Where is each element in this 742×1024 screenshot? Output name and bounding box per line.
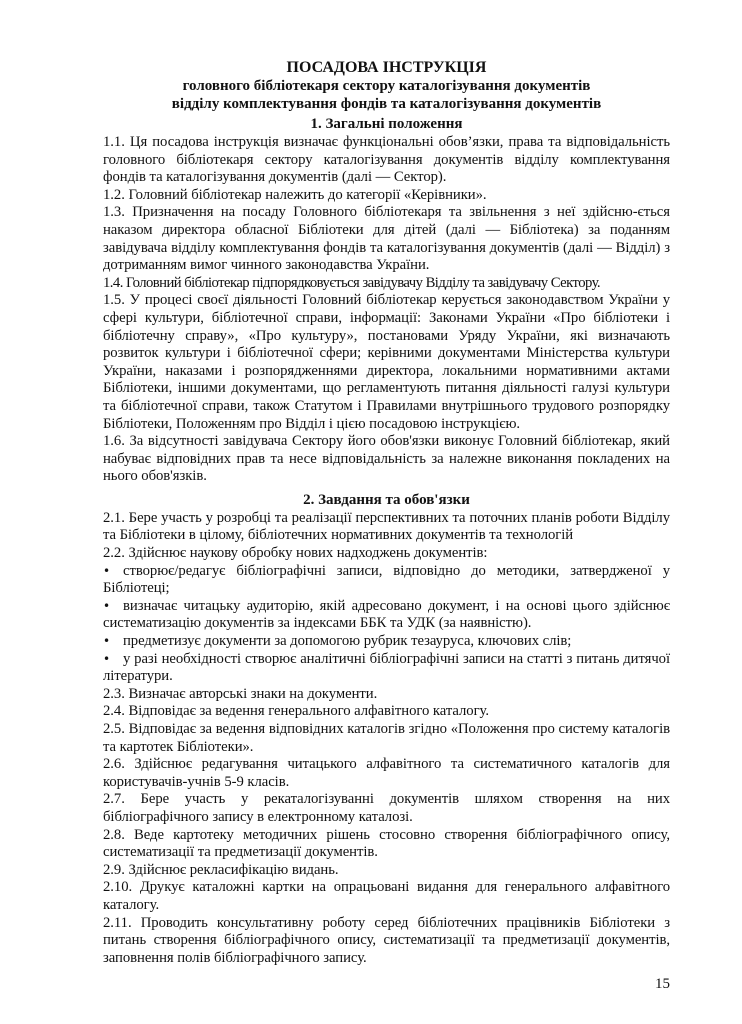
paragraph-2-8: 2.8. Веде картотеку методичних рішень стосовно створення бібліографічного опису, систематизації та предметизації документів.: [103, 826, 670, 861]
document-subtitle-line2: відділу комплектування фондів та каталогізування документів: [171, 96, 602, 112]
paragraph-2-10: 2.10. Друкує каталожні картки на опрацьовані видання для генерального алфавітного каталогу.: [103, 879, 670, 913]
paragraph-1-3: 1.3. Призначення на посаду Головного бібліотекаря та звільнення з неї здійсню-ється наказом директора обласної Бібліотеки для дітей (далі — Бібліотека) за поданням завідувача відділу комплектування фондів та каталогізування документів (далі — Відділ) з дотриманням вимог чинного законодавства України.: [103, 204, 670, 274]
bullet-icon: [103, 633, 123, 651]
document-title: ПОСАДОВА ІНСТРУКЦІЯ: [286, 59, 487, 76]
list-item: [103, 563, 670, 598]
bullet-icon: [103, 651, 123, 669]
paragraph-2-2: 2.2. Здійснює наукову обробку нових надходжень документів:: [103, 545, 488, 562]
section-heading-tasks: 2. Завдання та обов'язки: [303, 491, 470, 508]
list-item-text: визначає читацьку аудиторію, якій адресовано документ, і на основі цього здійснює систематизацію документів за індексами ББК та УДК (за наявністю).: [103, 597, 670, 632]
bullet-icon: [103, 598, 123, 616]
paragraph-1-6: 1.6. За відсутності завідувача Сектору його обов'язки виконує Головний бібліотекар, який набуває відповідних прав та несе відповідальність за належне виконання покладених на нього обов'язків.: [103, 433, 670, 485]
paragraph-2-7: 2.7. Бере участь у рекаталогізуванні документів шляхом створення на них бібліографічного запису в електронному каталозі.: [103, 791, 670, 825]
list-item: [103, 651, 670, 686]
paragraph-2-9: 2.9. Здійснює рекласифікацію видань.: [103, 861, 339, 878]
list-item: [103, 633, 670, 651]
paragraph-2-5: 2.5. Відповідає за ведення відповідних каталогів згідно «Положення про систему каталогів та картотек Бібліотеки».: [103, 721, 670, 755]
paragraph-2-6: 2.6. Здійснює редагування читацького алфавітного та систематичного каталогів для користувачів-учнів 5-9 класів.: [103, 756, 670, 790]
paragraph-1-5: 1.5. У процесі своєї діяльності Головний бібліотекар керується законодавством України у сфері культури, бібліотечної справи, інформації: Законами України «Про бібліотеки і бібліотечну справу», «Про культуру», постановами Уряду України, які визначають розвиток культури і бібліотечної сфери; керівними документами Міністерства культури України, наказами і розпорядженнями директора, локальними нормативними актами Бібліотеки, іншими документами, що регламентують питання діяльності галузі культури та бібліотечної справи, також Статутом і Правилами внутрішнього трудового розпорядку Бібліотеки, Положенням про Відділ і цією посадовою інструкцією.: [103, 292, 670, 432]
list-item: [103, 598, 670, 633]
paragraph-2-1: 2.1. Бере участь у розробці та реалізації перспективних та поточних планів роботи Відділу та Бібліотеки в цілому, бібліотечних нормативних документів та технологій: [103, 509, 670, 544]
page-number: 15: [655, 976, 670, 992]
paragraph-1-1: 1.1. Ця посадова інструкція визначає функціональні обов’язки, права та відповідальність головного бібліотекаря сектору каталогізування документів відділу комплектування фондів та каталогізування документів (далі — Сектор).: [103, 134, 670, 186]
paragraph-2-4: 2.4. Відповідає за ведення генерального алфавітного каталогу.: [103, 703, 489, 720]
paragraph-2-3: 2.3. Визначає авторські знаки на документи.: [103, 685, 378, 702]
list-item-text: у разі необхідності створює аналітичні бібліографічні записи на статті з питань дитячої літератури.: [103, 650, 670, 685]
paragraph-2-11: 2.11. Проводить консультативну роботу серед бібліотечних працівників Бібліотеки з питань створення бібліографічного опису, систематизації та предметизації документів, заповнення полів бібліографічного запису.: [103, 914, 670, 966]
list-item-text: предметизує документи за допомогою рубрик тезауруса, ключових слів;: [123, 633, 572, 650]
paragraph-1-2: 1.2. Головний бібліотекар належить до категорії «Керівники».: [103, 186, 487, 203]
list-item-text: створює/редагує бібліографічні записи, відповідно до методики, затвердженої у Бібліотеці;: [103, 562, 670, 597]
document-subtitle-line1: головного бібліотекаря сектору каталогізування документів: [182, 78, 591, 94]
section-heading-general: 1. Загальні положення: [310, 116, 463, 132]
bullet-icon: [103, 563, 123, 581]
paragraph-1-4: 1.4. Головний бібліотекар підпорядковується завідувачу Відділу та завідувачу Сектору.: [103, 274, 601, 291]
